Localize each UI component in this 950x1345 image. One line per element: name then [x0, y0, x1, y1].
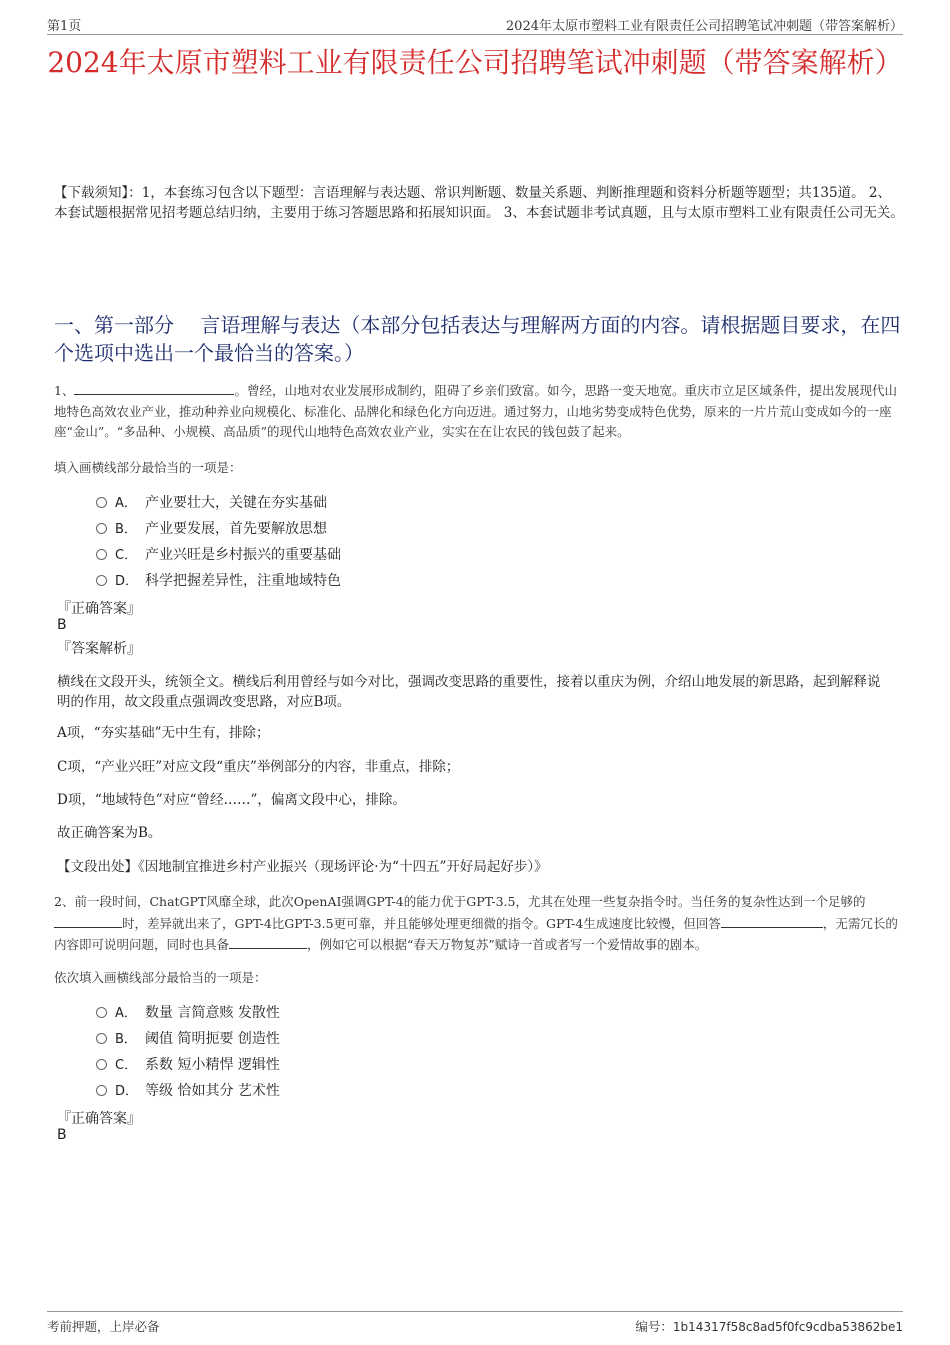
analysis-paragraph: 横线在文段开头，统领全文。横线后利用曾经与如今对比，强调改变思路的重要性，接着以重庆为例，介绍山地发展的新思路，起到解释说明的作用，故文段重点强调改变思路，对应B项。 — [57, 674, 881, 710]
question-1-text: 。曾经，山地对农业发展形成制约，阻碍了乡亲们致富。如今，思路一变天地宽。重庆市立足区域条件，提出发展现代山地特色高效农业产业，推动种养业向规模化、标准化、品牌化和绿色化方向迈进。通过努力，山地劣势变成特色优势，原来的一片片荒山变成如今的一座座“金山”。“多品种、小规模、高品质”的现代山地特色高效农业产业，实实在在让农民的钱包鼓了起来。 — [54, 383, 897, 439]
option-letter: B． — [115, 522, 137, 537]
radio-icon[interactable] — [96, 523, 107, 534]
option-c[interactable] — [96, 544, 341, 564]
fill-blank — [721, 913, 823, 928]
answer-label: 『正确答案』 — [57, 601, 141, 617]
answer-value: B — [57, 617, 67, 633]
analysis-label: 『答案解析』 — [57, 641, 141, 657]
radio-icon[interactable] — [96, 1059, 107, 1070]
option-letter: D． — [115, 574, 139, 589]
question-2-stem — [54, 892, 904, 956]
option-letter: A． — [115, 496, 137, 511]
option-b[interactable] — [96, 1028, 280, 1048]
question-2-number: 2、 — [54, 894, 75, 909]
answer-label: 『正确答案』 — [57, 1111, 141, 1127]
option-text: 产业兴旺是乡村振兴的重要基础 — [145, 547, 341, 563]
option-letter: B． — [115, 1032, 137, 1047]
fill-blank — [54, 913, 122, 928]
download-notice: 【下载须知】：1，本套练习包含以下题型：言语理解与表达题、常识判断题、数量关系题、判断推理题和资料分析题等题型；共135道。 2、本套试题根据常见招考题总结归纳，主要用于练习答题思路和拓展知识面。 3、本套试题非考试真题，且与太原市塑料工业有限责任公司无关。 — [54, 185, 904, 221]
option-text: 科学把握差异性，注重地域特色 — [145, 573, 341, 589]
option-a[interactable] — [96, 492, 327, 512]
option-d[interactable] — [96, 570, 341, 590]
question-2-text: 前一段时间，ChatGPT风靡全球，此次OpenAI强调GPT-4的能力优于GPT-3.5，尤其在处理一些复杂指令时。当任务的复杂性达到一个足够的 — [74, 894, 866, 909]
question-1-stem — [54, 380, 904, 443]
footer-slogan: 考前押题，上岸必备 — [47, 1319, 160, 1334]
radio-icon[interactable] — [96, 549, 107, 560]
question-2-text: ，例如它可以根据“春天万物复苏”赋诗一首或者写一个爱情故事的剧本。 — [307, 937, 708, 952]
page-number: 第1页 — [47, 19, 82, 34]
code-value: 1b14317f58c8ad5f0fc9cdba53862be1 — [672, 1320, 903, 1334]
question-2-text: ，无需冗长的内容即可说明问题，同时也具备 — [54, 915, 898, 952]
option-c[interactable] — [96, 1054, 280, 1074]
option-text: 等级 恰如其分 艺术性 — [145, 1083, 280, 1099]
page-footer — [47, 1311, 903, 1336]
question-2-prompt: 依次填入画横线部分最恰当的一项是： — [54, 970, 267, 985]
option-letter: C． — [115, 1058, 138, 1073]
radio-icon[interactable] — [96, 497, 107, 508]
option-d[interactable] — [96, 1080, 280, 1100]
option-b[interactable] — [96, 518, 327, 538]
analysis-line: C项，“产业兴旺”对应文段“重庆”举例部分的内容，非重点，排除； — [57, 759, 460, 775]
section-heading: 一、第一部分 言语理解与表达（本部分包括表达与理解两方面的内容。请根据题目要求，在四个选项中选出一个最恰当的答案。） — [54, 313, 901, 365]
radio-icon[interactable] — [96, 1007, 107, 1018]
document-code — [635, 1317, 903, 1335]
answer-value: B — [57, 1127, 67, 1143]
question-2-text: 时，差异就出来了，GPT-4比GPT-3.5更可靠，并且能够处理更细微的指令。GPT-4生成速度比较慢，但回答 — [122, 915, 721, 931]
option-letter: A． — [115, 1006, 137, 1021]
analysis-line: A项，“夯实基础”无中生有，排除； — [57, 725, 270, 741]
page-header — [47, 14, 903, 35]
analysis-conclusion: 故正确答案为B。 — [57, 825, 162, 841]
option-text: 阈值 简明扼要 创造性 — [145, 1031, 280, 1047]
option-letter: C． — [115, 548, 138, 563]
option-text: 数量 言简意赅 发散性 — [145, 1005, 280, 1021]
radio-icon[interactable] — [96, 1085, 107, 1096]
header-doc-title: 2024年太原市塑料工业有限责任公司招聘笔试冲刺题（带答案解析） — [505, 19, 903, 34]
passage-source: 【文段出处】《因地制宜推进乡村产业振兴（现场评论·为“十四五”开好局起好步）》 — [57, 859, 548, 875]
option-a[interactable] — [96, 1002, 280, 1022]
fill-blank — [74, 380, 234, 395]
radio-icon[interactable] — [96, 1033, 107, 1044]
code-label: 编号： — [635, 1319, 673, 1334]
option-text: 系数 短小精悍 逻辑性 — [145, 1057, 280, 1073]
option-letter: D． — [115, 1084, 139, 1099]
fill-blank — [229, 934, 307, 949]
question-1-number: 1、 — [54, 383, 75, 398]
document-title: 2024年太原市塑料工业有限责任公司招聘笔试冲刺题（带答案解析） — [47, 46, 903, 79]
analysis-line: D项，“地域特色”对应“曾经……”，偏离文段中心，排除。 — [57, 792, 406, 808]
option-text: 产业要发展，首先要解放思想 — [145, 521, 327, 537]
option-text: 产业要壮大，关键在夯实基础 — [145, 495, 327, 511]
radio-icon[interactable] — [96, 575, 107, 586]
question-1-prompt: 填入画横线部分最恰当的一项是： — [54, 460, 242, 475]
